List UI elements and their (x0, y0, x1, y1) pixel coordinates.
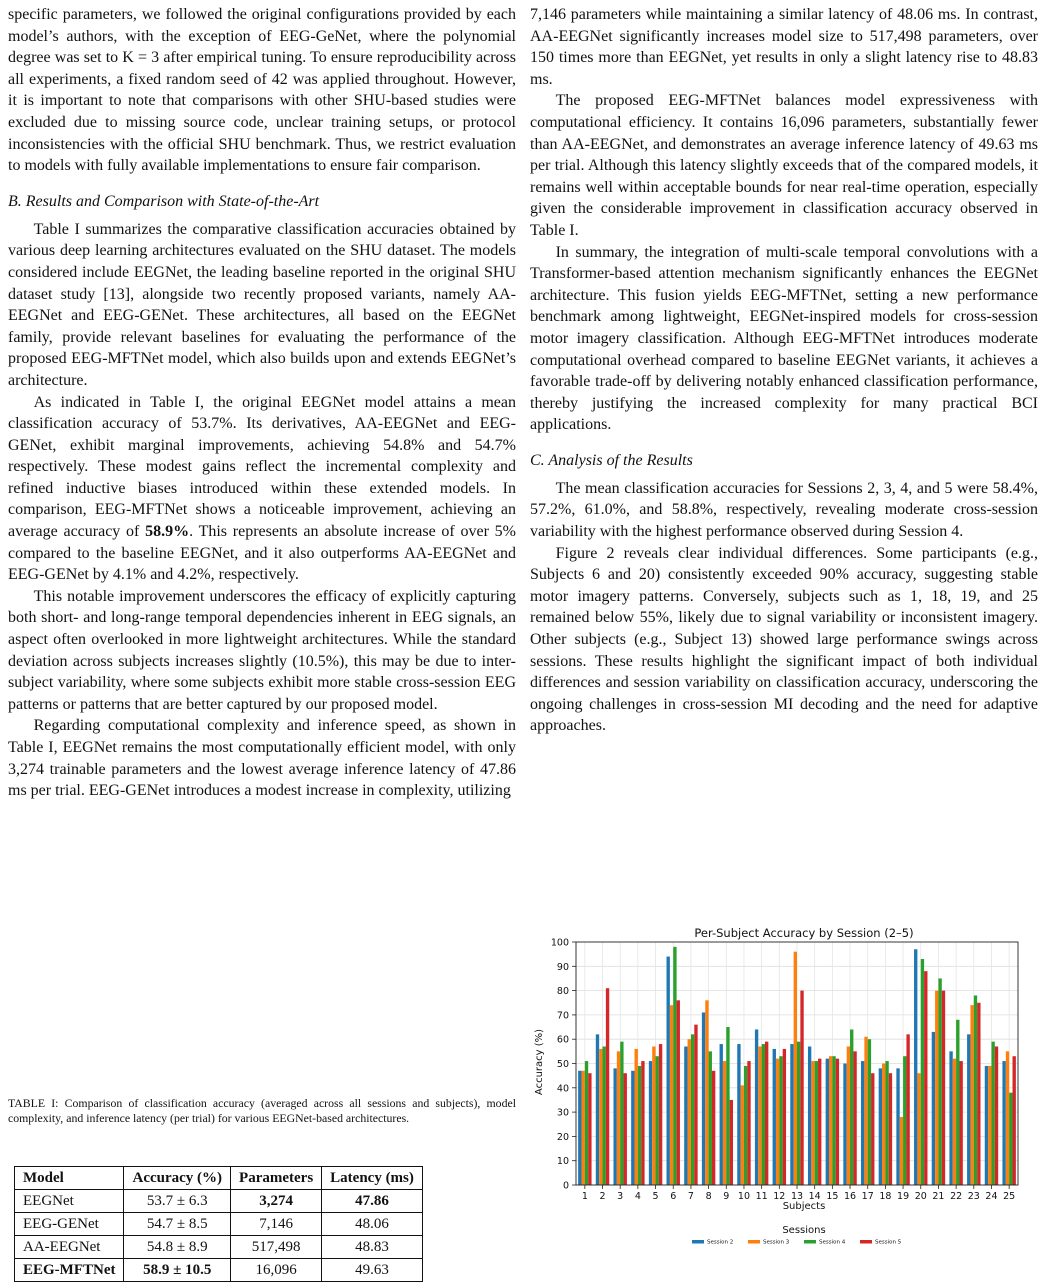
bar (938, 978, 941, 1185)
x-tick-label: 21 (932, 1191, 945, 1202)
bar (620, 1042, 623, 1185)
bar (659, 1044, 662, 1185)
legend-swatch (692, 1240, 704, 1244)
bar (702, 1012, 705, 1185)
bar (836, 1059, 839, 1185)
y-tick-label: 80 (556, 986, 569, 998)
table-caption: TABLE I: Comparison of classification accuracy (averaged across all sessions and subjects), model complexity, and inference latency (per trial) for various EEGNet-based architectures. (8, 1096, 516, 1125)
bar (864, 1037, 867, 1185)
bar (783, 1049, 786, 1185)
legend-swatch (748, 1240, 760, 1244)
bar (967, 1034, 970, 1185)
table-header: Parameters (231, 1167, 322, 1190)
y-tick-label: 90 (556, 961, 569, 973)
bar (1013, 1056, 1016, 1185)
per-subject-accuracy-chart (528, 922, 1028, 1258)
x-tick-label: 16 (843, 1191, 857, 1202)
bar (596, 1034, 599, 1185)
bar (603, 1046, 606, 1185)
x-tick-label: 6 (670, 1191, 677, 1202)
bar (949, 1051, 952, 1185)
legend-swatch (804, 1240, 816, 1244)
bar (726, 1027, 729, 1185)
bar (765, 1042, 768, 1185)
x-tick-label: 18 (879, 1191, 892, 1202)
table-row (15, 1236, 423, 1259)
bar (900, 1117, 903, 1185)
y-tick-label: 40 (556, 1083, 569, 1095)
bar (705, 1000, 708, 1185)
comparison-table (14, 1166, 423, 1282)
bar (613, 1068, 616, 1185)
bar (617, 1051, 620, 1185)
bar (985, 1066, 988, 1185)
paragraph: Regarding computational complexity and inference speed, as shown in Table I, EEGNet remains the most computationally efficient model, with only 3,274 trainable parameters and the lowest average inference latency of 47.86 ms per trial. EEG-GENet introduces a modest increase in complexity, utilizing (8, 717, 516, 800)
bar (688, 1039, 691, 1185)
table-cell: 48.06 (322, 1213, 423, 1236)
paragraph: Figure 2 reveals clear individual differences. Some participants (e.g., Subjects 6 and 20) consistently exceeded 90% accuracy, suggesting stable motor imagery patterns. Conversely, subjects such as 1, 18, 19, and 25 remained below 55%, likely due to signal variability or inconsistent imagery. Other subjects (e.g., Subject 13) showed large performance swings across sessions. These results highlight the significant impact of both individual differences and session variability on classification accuracy, underscoring the ongoing challenges in cross-session MI decoding and the need for adaptive approaches. (530, 544, 1038, 735)
bar (709, 1051, 712, 1185)
bar (885, 1061, 888, 1185)
bar (720, 1044, 723, 1185)
bar (811, 1061, 814, 1185)
bar (924, 971, 927, 1185)
x-tick-label: 14 (808, 1191, 821, 1202)
bar (1002, 1061, 1005, 1185)
x-tick-label: 13 (790, 1191, 804, 1202)
bar (599, 1049, 602, 1185)
bar (737, 1044, 740, 1185)
bar (896, 1068, 899, 1185)
y-tick-label: 0 (562, 1180, 569, 1192)
bar (843, 1064, 846, 1186)
bar (649, 1061, 652, 1185)
bar (871, 1073, 874, 1185)
bar (758, 1046, 761, 1185)
bar (977, 1003, 980, 1185)
bar (847, 1046, 850, 1185)
y-tick-label: 50 (556, 1059, 569, 1070)
table-cell: AA-EEGNet (15, 1236, 124, 1259)
bar (776, 1059, 779, 1185)
bar (656, 1056, 659, 1185)
bar (677, 1000, 680, 1185)
bar (850, 1029, 853, 1185)
x-tick-label: 20 (914, 1191, 927, 1202)
bar (673, 947, 676, 1185)
bar (991, 1042, 994, 1185)
bar (914, 949, 917, 1185)
legend-label: Session 2 (707, 1239, 734, 1246)
bar (741, 1085, 744, 1185)
table-cell: EEGNet (15, 1190, 124, 1213)
right-column (530, 4, 1038, 737)
bar (578, 1071, 581, 1185)
bar (588, 1073, 591, 1185)
bar (723, 1061, 726, 1185)
paragraph: In summary, the integration of multi-scale temporal convolutions with a Transformer-based attention mechanism significantly enhances the EEGNet architecture. This fusion yields EEG-MFTNet, setting a new performance benchmark among lightweight, EEGNet-inspired models for cross-session motor imagery classification. Although EEG-MFTNet introduces moderate computational overhead compared to baseline EEGNet variants, it achieves a favorable trade-off by delivering notably enhanced classification performance, thereby justifying the increased complexity for many practical BCI applications. (530, 243, 1038, 434)
bar (956, 1020, 959, 1185)
x-tick-label: 3 (617, 1191, 624, 1202)
x-tick-label: 17 (861, 1191, 874, 1202)
bar (790, 1044, 793, 1185)
bar (861, 1061, 864, 1185)
text-span: . This represents an absolute increase of over 5% compared to the baseline EEGNet, and it also outperforms AA-EEGNet and EEG-GENet by 4.1% and 4.2%, respectively. (8, 523, 516, 584)
bar (691, 1034, 694, 1185)
bar (606, 988, 609, 1185)
x-tick-label: 4 (634, 1191, 641, 1202)
table-header-row (15, 1167, 423, 1190)
table-header: Accuracy (%) (124, 1167, 231, 1190)
table-cell: 47.86 (322, 1190, 423, 1213)
x-tick-label: 15 (826, 1191, 839, 1202)
section-heading-b: B. Results and Comparison with State-of-the-Art (8, 192, 320, 210)
bar (917, 1073, 920, 1185)
table-cell: 517,498 (231, 1236, 322, 1259)
legend-label: Session 3 (763, 1239, 790, 1246)
bar (959, 1061, 962, 1185)
bar (624, 1073, 627, 1185)
legend-title: Sessions (782, 1225, 826, 1236)
bar (832, 1056, 835, 1185)
text-span: As indicated in Table I, the original EEGNet model attains a mean classification accuracy of 53.7%. Its derivatives, AA-EEGNet and EEG-GENet, exhibit marginal improvements, achieving 54.8% and 54.7% respectively. These modest gains reflect the incremental complexity and refined inductive biases introduced within these extended models. In comparison, EEG-MFTNet shows a noticeable improvement, achieving an average accuracy of (8, 393, 516, 541)
bar (942, 991, 945, 1185)
paragraph: Table I summarizes the comparative classification accuracies obtained by various deep learning architectures evaluated on the SHU dataset. The models considered include EEGNet, the leading baseline reported in the original SHU dataset study [13], alongside two recently proposed variants, namely AA-EEGNet and EEG-GENet. These architectures, all based on the EEGNet family, provide relevant baselines for evaluating the performance of the proposed EEG-MFTNet model, which also builds upon and extends EEGNet’s architecture. (8, 220, 516, 389)
bar (773, 1049, 776, 1185)
bar (868, 1039, 871, 1185)
bar (935, 991, 938, 1185)
bar (712, 1071, 715, 1185)
bar (974, 995, 977, 1185)
bar (808, 1046, 811, 1185)
bar (818, 1059, 821, 1185)
bar (585, 1061, 588, 1185)
chart-y-axis-label: Accuracy (%) (534, 1028, 545, 1096)
bar (694, 1025, 697, 1185)
table-cell: 58.9 ± 10.5 (124, 1259, 231, 1282)
legend-label: Session 5 (875, 1239, 902, 1246)
table-header: Latency (ms) (322, 1167, 423, 1190)
chart-bars (578, 947, 1016, 1185)
bar (995, 1046, 998, 1185)
x-tick-label: 5 (652, 1191, 659, 1202)
table-cell: 48.83 (322, 1236, 423, 1259)
table-cell: 54.8 ± 8.9 (124, 1236, 231, 1259)
bar (853, 1051, 856, 1185)
y-tick-label: 70 (556, 1010, 569, 1022)
table-row (15, 1213, 423, 1236)
x-tick-label: 22 (950, 1191, 963, 1202)
bar (906, 1034, 909, 1185)
bar (932, 1032, 935, 1185)
x-tick-label: 19 (897, 1191, 910, 1202)
paragraph: The mean classification accuracies for Sessions 2, 3, 4, and 5 were 58.4%, 57.2%, 61.0%, and 58.8%, respectively, revealing moderate cross-session variability with the highest performance observed during Session 4. (530, 479, 1038, 541)
bar (829, 1056, 832, 1185)
bar (879, 1068, 882, 1185)
y-tick-label: 30 (556, 1107, 569, 1119)
bar (826, 1059, 829, 1185)
table-cell: 3,274 (231, 1190, 322, 1213)
paragraph: This notable improvement underscores the efficacy of explicitly capturing both short- and long-range temporal dependencies inherent in EEG signals, an aspect often overlooked in more lightweight architectures. While the standard deviation across subjects increases slightly (10.5%), this may be due to inter-subject variability, where some subjects exhibit more stable cross-session EEG patterns or patterns that are better captured by our proposed model. (8, 587, 516, 713)
bar (903, 1056, 906, 1185)
bar (744, 1066, 747, 1185)
table-header: Model (15, 1167, 124, 1190)
bar (747, 1061, 750, 1185)
bar (667, 957, 670, 1185)
bar (684, 1046, 687, 1185)
x-tick-label: 25 (1003, 1191, 1016, 1202)
table-cell: 49.63 (322, 1259, 423, 1282)
table-row (15, 1259, 423, 1282)
x-tick-label: 10 (737, 1191, 751, 1202)
bar (641, 1061, 644, 1185)
table-cell: 53.7 ± 6.3 (124, 1190, 231, 1213)
bar (730, 1100, 733, 1185)
y-tick-label: 20 (556, 1131, 569, 1143)
chart-legend (692, 1240, 902, 1246)
x-tick-label: 9 (723, 1191, 730, 1202)
x-tick-label: 8 (705, 1191, 712, 1202)
chart-x-axis-label: Subjects (782, 1201, 826, 1212)
bar (800, 991, 803, 1185)
left-column (8, 4, 516, 802)
y-tick-label: 10 (556, 1156, 569, 1168)
bar (755, 1029, 758, 1185)
x-tick-label: 12 (773, 1191, 786, 1202)
section-heading-c: C. Analysis of the Results (530, 451, 693, 469)
table-cell: 7,146 (231, 1213, 322, 1236)
bar (631, 1071, 634, 1185)
table-cell: EEG-MFTNet (15, 1259, 124, 1282)
x-tick-label: 7 (687, 1191, 694, 1202)
bar (815, 1061, 818, 1185)
bar (635, 1049, 638, 1185)
x-tick-label: 11 (755, 1191, 768, 1202)
table-cell: 16,096 (231, 1259, 322, 1282)
bar (779, 1056, 782, 1185)
table-cell: EEG-GENet (15, 1213, 124, 1236)
bold-accuracy: 58.9% (145, 523, 190, 541)
paragraph: 7,146 parameters while maintaining a similar latency of 48.06 ms. In contrast, AA-EEGNet significantly increases model size to 517,498 parameters, over 150 times more than EEGNet, yet results in only a slight latency rise to 48.83 ms. (530, 6, 1038, 88)
table-cell: 54.7 ± 8.5 (124, 1213, 231, 1236)
bar (1009, 1093, 1012, 1185)
bar (953, 1059, 956, 1185)
bar (882, 1064, 885, 1186)
paragraph: The proposed EEG-MFTNet balances model expressiveness with computational efficiency. It contains 16,096 parameters, substantially fewer than AA-EEGNet, and demonstrates an average inference latency of 49.63 ms per trial. Although this latency slightly exceeds that of the compared models, it remains well within acceptable bounds for near real-time operation, especially given the considerable improvement in classification accuracy observed in Table I. (530, 92, 1038, 239)
x-tick-label: 2 (599, 1191, 606, 1202)
y-tick-label: 100 (550, 937, 569, 949)
x-tick-label: 1 (581, 1191, 588, 1202)
bar (652, 1046, 655, 1185)
y-tick-label: 60 (556, 1034, 569, 1046)
x-tick-label: 24 (985, 1191, 998, 1202)
legend-label: Session 4 (819, 1239, 846, 1246)
bar (1006, 1051, 1009, 1185)
bar (970, 1005, 973, 1185)
x-tick-label: 23 (967, 1191, 980, 1202)
table-row (15, 1190, 423, 1213)
bar (921, 959, 924, 1185)
bar (638, 1066, 641, 1185)
bar (762, 1044, 765, 1185)
paragraph: specific parameters, we followed the original configurations provided by each model’s authors, with the exception of EEG-GeNet, where the polynomial degree was set to K = 3 after empirical tuning. To ensure reproducibility across all experiments, a fixed random seed of 42 was applied throughout. However, it is important to note that comparisons with other SHU-based studies were excluded due to missing source code, unclear training setups, or protocol inconsistencies with the official SHU benchmark. Thus, we restrict evaluation to models with fully available implementations to ensure fair comparison. (8, 6, 516, 175)
bar (988, 1066, 991, 1185)
bar (797, 1042, 800, 1185)
legend-swatch (860, 1240, 872, 1244)
chart-title: Per-Subject Accuracy by Session (2–5) (694, 926, 914, 940)
bar (581, 1071, 584, 1185)
bar (670, 1005, 673, 1185)
bar (889, 1073, 892, 1185)
bar (794, 952, 797, 1185)
paragraph (8, 392, 516, 586)
